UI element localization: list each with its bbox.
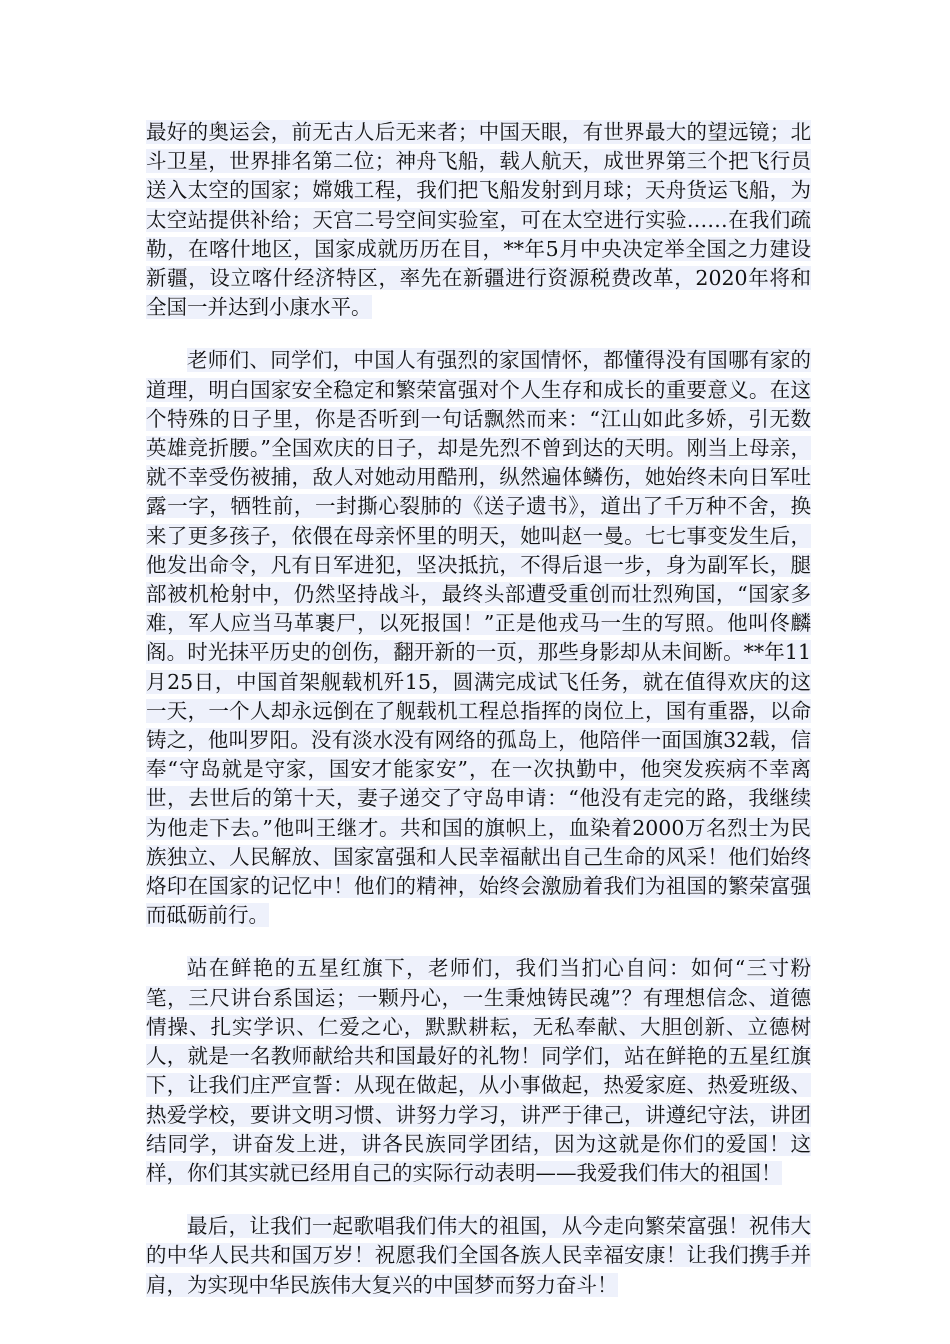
paragraph-text: 站在鲜艳的五星红旗下，老师们，我们当扪心自问：如何“三寸粉笔，三尺讲台系国运；一颗丹心，一生秉烛铸民魂”？有理想信念、道德情操、扎实学识、仁爱之心，默默耕耘，无私奉献、大胆创新、立德树人，就是一名教师献给共和国最好的礼物！同学们，站在鲜艳的五星红旗下，让我们庄严宣誓：从现在做起，从小事做起，热爱家庭、热爱班级、热爱学校，要讲文明习惯、讲努力学习，讲严于律己，讲遵纪守法，讲团结同学，讲奋发上进，讲各民族同学团结，因为这就是你们的爱国！这样，你们其实就已经用自己的实际行动表明——我爱我们伟大的祖国！ — [146, 956, 811, 1185]
paragraph-closing — [146, 1212, 811, 1300]
document-body — [146, 118, 811, 1300]
paragraph-martyrs — [146, 346, 811, 930]
paragraph-text: 最后，让我们一起歌唱我们伟大的祖国，从今走向繁荣富强！祝伟大的中华人民共和国万岁！祝愿我们全国各族人民幸福安康！让我们携手并肩，为实现中华民族伟大复兴的中国梦而努力奋斗！ — [146, 1214, 811, 1297]
paragraph-achievements — [146, 118, 811, 322]
paragraph-text: 老师们、同学们，中国人有强烈的家国情怀，都懂得没有国哪有家的道理，明白国家安全稳定和繁荣富强对个人生存和成长的重要意义。在这个特殊的日子里，你是否听到一句话飘然而来：“江山如此多娇，引无数英雄竞折腰。”全国欢庆的日子，却是先烈不曾到达的天明。刚当上母亲，就不幸受伤被捕，敌人对她动用酷刑，纵然遍体鳞伤，她始终未向日军吐露一字，牺牲前，一封撕心裂肺的《送子遗书》，道出了千万种不舍，换来了更多孩子，依偎在母亲怀里的明天，她叫赵一曼。七七事变发生后，他发出命令，凡有日军进犯，坚决抵抗，不得后退一步，身为副军长，腿部被机枪射中，仍然坚持战斗，最终头部遭受重创而壮烈殉国，“国家多难，军人应当马革裹尸，以死报国！”正是他戎马一生的写照。他叫佟麟阁。时光抹平历史的创伤，翻开新的一页，那些身影却从未间断。**年11月25日，中国首架舰载机歼15，圆满完成试飞任务，就在值得欢庆的这一天，一个人却永远倒在了舰载机工程总指挥的岗位上，国有重器，以命铸之，他叫罗阳。没有淡水没有网络的孤岛上，他陪伴一面国旗32载，信奉“守岛就是守家，国安才能家安”，在一次执勤中，他突发疾病不幸离世，去世后的第十天，妻子递交了守岛申请：“他没有走完的路，我继续为他走下去。”他叫王继才。共和国的旗帜上，血染着2000万名烈士为民族独立、人民解放、国家富强和人民幸福献出自己生命的风采！他们始终烙印在国家的记忆中！他们的精神，始终会激励着我们为祖国的繁荣富强而砥砺前行。 — [146, 348, 811, 928]
paragraph-text: 最好的奥运会，前无古人后无来者；中国天眼，有世界最大的望远镜；北斗卫星，世界排名第二位；神舟飞船，载人航天，成世界第三个把飞行员送入太空的国家；嫦娥工程，我们把飞船发射到月球；天舟货运飞船，为太空站提供补给；天宫二号空间实验室，可在太空进行实验……在我们疏勒，在喀什地区，国家成就历历在目，**年5月中央决定举全国之力建设新疆，设立喀什经济特区，率先在新疆进行资源税费改革，2020年将和全国一并达到小康水平。 — [146, 120, 811, 320]
paragraph-pledge — [146, 954, 811, 1188]
